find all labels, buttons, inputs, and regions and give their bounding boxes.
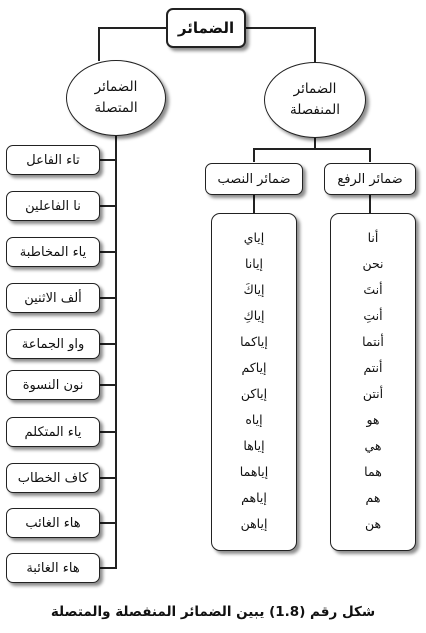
connected-item-label: واو الجماعة [21, 336, 85, 352]
list-item: أنتم [363, 360, 383, 375]
connected-item-label: نا الفاعلين [25, 198, 81, 214]
list-item: نحن [362, 256, 384, 271]
list-item: هو [366, 412, 380, 427]
list-item: هم [365, 490, 381, 505]
connector-line [253, 148, 371, 150]
connector-line [100, 522, 116, 524]
connector-line [100, 159, 116, 161]
separate-pronouns-node [264, 62, 366, 138]
connected-title-line1: الضمائر [94, 79, 138, 96]
connector-line [100, 477, 116, 479]
connector-line [100, 205, 116, 207]
connector-line [246, 27, 316, 29]
connected-item-label: تاء الفاعل [26, 152, 80, 168]
connected-item-label: ياء المخاطبة [19, 244, 87, 260]
nasb-list [211, 213, 297, 551]
root-label: الضمائر [177, 19, 235, 37]
connector-line [98, 27, 166, 29]
list-item: إياهم [241, 490, 267, 505]
connected-item [6, 417, 100, 447]
list-item: إياكِ [243, 308, 265, 323]
connector-line [253, 195, 255, 214]
list-item: إياكم [241, 360, 267, 375]
connector-line [115, 136, 117, 569]
connected-pronouns-node [66, 60, 166, 136]
list-item: إياها [243, 438, 265, 453]
connected-item-label: نون النسوة [22, 377, 84, 393]
connector-line [100, 251, 116, 253]
raf-title: ضمائر الرفع [337, 171, 403, 187]
figure-caption: شكل رقم (1.8) يبين الضمائر المنفصلة والمتصلة [50, 604, 376, 620]
connector-line [253, 148, 255, 162]
connected-item [6, 370, 100, 400]
connector-line [314, 27, 316, 63]
connected-item [6, 329, 100, 359]
connector-line [100, 297, 116, 299]
connected-item-label: ياء المتكلم [24, 424, 82, 440]
connected-item [6, 283, 100, 313]
list-item: إياهما [239, 464, 269, 479]
connected-item [6, 191, 100, 221]
connector-line [100, 343, 116, 345]
list-item: أنتِ [363, 308, 383, 323]
list-item: هي [364, 438, 382, 453]
list-item: إياكَ [243, 282, 265, 297]
connector-line [100, 567, 116, 569]
list-item: أنا [367, 230, 379, 245]
connected-item-label: ألف الاثنين [24, 290, 82, 306]
list-item: أنتَ [363, 282, 383, 297]
connected-item-label: كاف الخطاب [17, 470, 89, 486]
list-item: إياكما [240, 334, 268, 349]
nasb-title: ضمائر النصب [217, 171, 291, 187]
separate-title-line2: المنفصلة [290, 102, 340, 118]
list-item: هما [364, 464, 382, 479]
connector-line [369, 148, 371, 162]
list-item: أنتما [362, 334, 384, 349]
list-item: هن [364, 516, 382, 531]
raf-list [330, 213, 416, 551]
connected-item [6, 553, 100, 583]
connected-item [6, 463, 100, 493]
connector-line [100, 431, 116, 433]
separate-title-line1: الضمائر [293, 81, 337, 98]
raf-header [324, 163, 416, 195]
connected-title-line2: المتصلة [94, 100, 138, 116]
connected-item [6, 145, 100, 175]
root-node [166, 8, 246, 48]
list-item: إياي [243, 230, 265, 245]
list-item: إياهن [240, 516, 268, 531]
connected-item [6, 508, 100, 538]
connected-item-label: هاء الغائبة [26, 560, 80, 576]
connected-item [6, 237, 100, 267]
list-item: إياه [245, 412, 263, 427]
connected-item-label: هاء الغائب [25, 515, 81, 531]
list-item: إيانا [244, 256, 264, 271]
list-item: إياكن [240, 386, 268, 401]
connector-line [100, 384, 116, 386]
connector-line [369, 195, 371, 214]
nasb-header [205, 163, 303, 195]
list-item: أنتن [362, 386, 384, 401]
connector-line [98, 27, 100, 61]
